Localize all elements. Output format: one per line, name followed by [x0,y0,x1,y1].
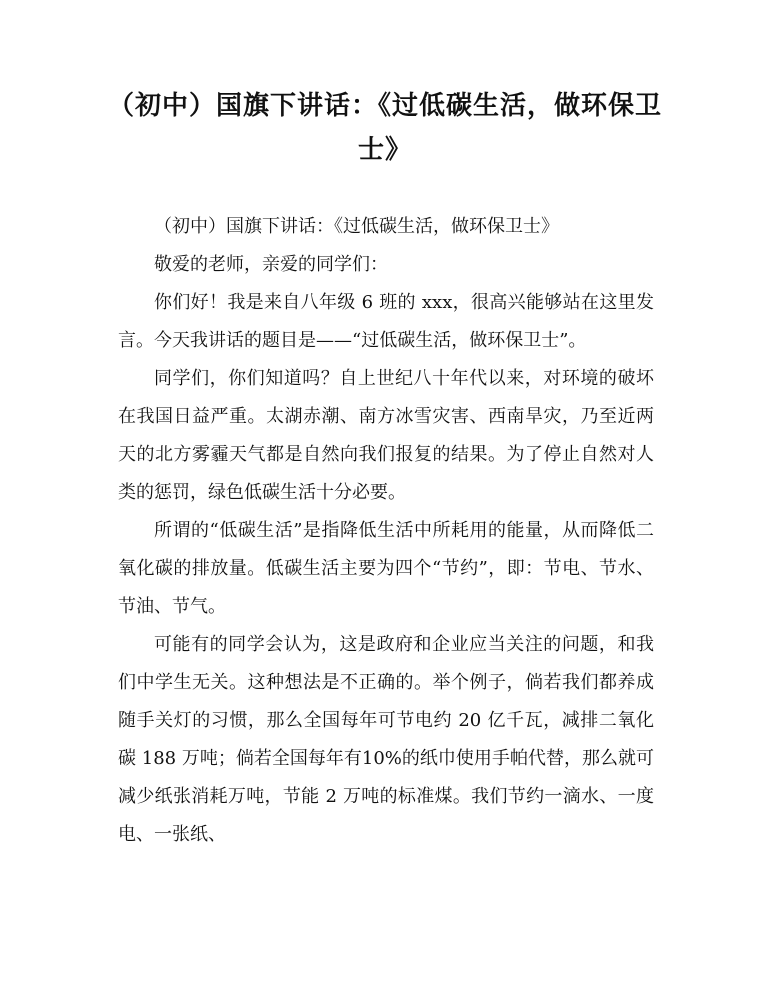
paragraph-example: 可能有的同学会认为，这是政府和企业应当关注的问题，和我们中学生无关。这种想法是不正确的。举个例子，倘若我们都养成随手关灯的习惯，那么全国每年可节电约 20 亿千瓦，减排二氧化碳 188 万吨；倘若全国每年有10%的纸巾使用手帕代替，那么就可减少纸张消耗万吨，节能 2 万吨的标准煤。我们节约一滴水、一度电、一张纸、 [118,634,654,845]
document-title: （初中）国旗下讲话：《过低碳生活，做环保卫士》 [107,91,662,165]
paragraph-definition: 所谓的“低碳生活”是指降低生活中所耗用的能量，从而降低二氧化碳的排放量。低碳生活主要为四个“节约”，即：节电、节水、节油、节气。 [118,520,654,617]
paragraph-subtitle: （初中）国旗下讲话：《过低碳生活，做环保卫士》 [154,216,559,237]
document-body [118,208,654,854]
paragraph-introduction: 你们好！我是来自八年级 6 班的 xxx，很高兴能够站在这里发言。今天我讲话的题目是——“过低碳生活，做环保卫士”。 [118,292,654,351]
paragraph-environment: 同学们，你们知道吗？自上世纪八十年代以来，对环境的破坏在我国日益严重。太湖赤潮、南方冰雪灾害、西南旱灾，乃至近两天的北方雾霾天气都是自然向我们报复的结果。为了停止自然对人类的惩罚，绿色低碳生活十分必要。 [118,368,654,503]
paragraph-greeting: 敬爱的老师，亲爱的同学们： [154,254,388,275]
